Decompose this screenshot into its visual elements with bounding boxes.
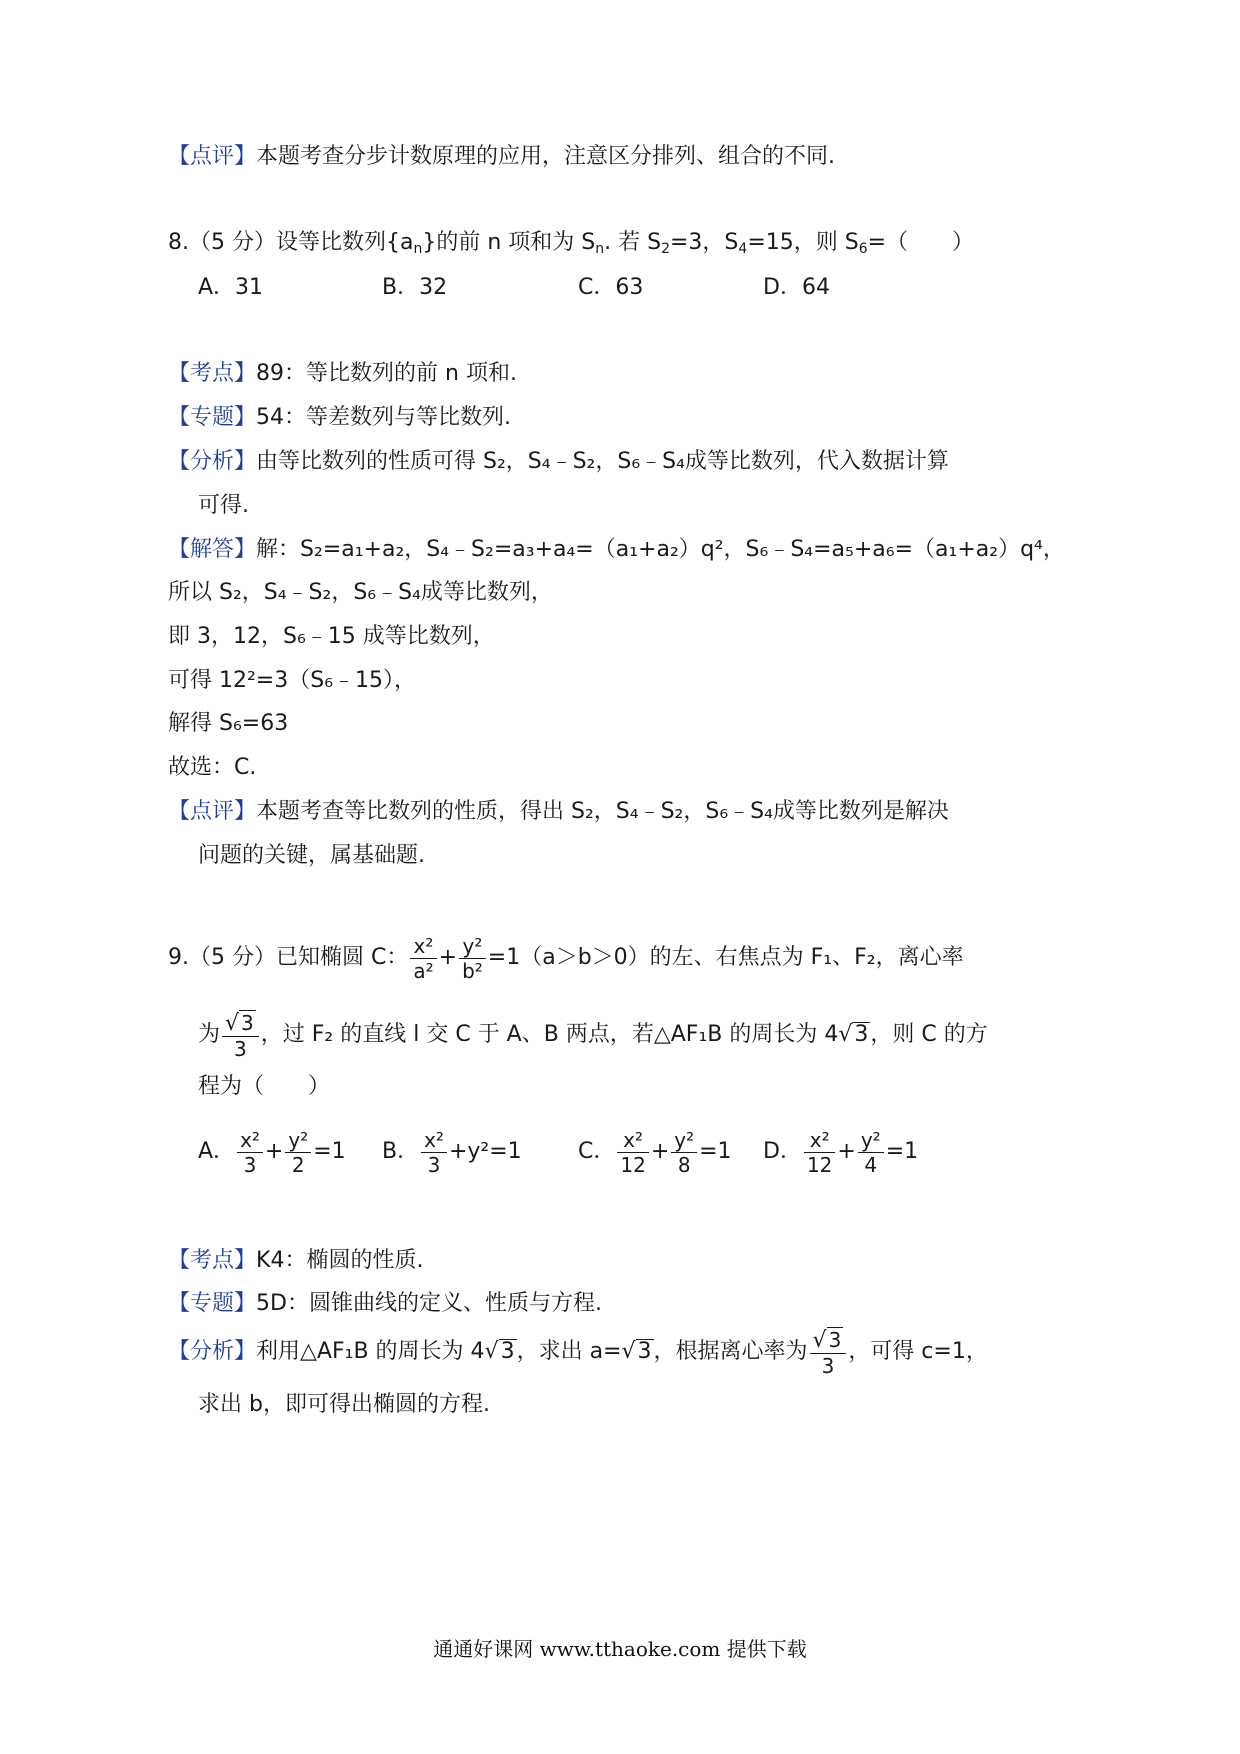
q8-solution-2: 所以 S₂，S₄﹣S₂，S₆﹣S₄成等比数列，: [168, 580, 553, 605]
q9-topic-text: K4：椭圆的性质.: [256, 1248, 424, 1273]
topic-tag: 【考点】: [168, 361, 257, 386]
footer-source: 通通好课网 www.tthaoke.com 提供下载: [433, 1637, 807, 1661]
q8-special-line: [168, 403, 511, 433]
analysis-tag: 【分析】: [168, 1339, 257, 1364]
special-tag: 【专题】: [168, 1291, 257, 1316]
q9-option-c: C． $\frac{\text{x²}}{12}$ + $\frac{\text{y²}}{8}$ =1: [578, 1127, 732, 1177]
frac-sqrt3-over-3: $\frac{√ 3}{3}$: [222, 1010, 259, 1061]
q8-analysis-cont: 可得.: [198, 493, 249, 518]
q8-solution-line: [168, 535, 1065, 565]
q9-stem-line2: 为 $\frac{√ 3}{3}$ ，过 F₂ 的直线 l 交 C 于 A、B 两点，若△AF₁B 的周长为 4√3，则 C 的方: [198, 1010, 988, 1061]
prev-review-line: [168, 142, 835, 172]
q8-review-cont: 问题的关键，属基础题.: [198, 843, 425, 868]
q9-topic-line: [168, 1246, 423, 1276]
q9-option-d: D． $\frac{\text{x²}}{12}$ + $\frac{\text{y²}}{4}$ =1: [763, 1127, 919, 1177]
q8-option-c: C．63: [578, 275, 644, 300]
review-tag: 【点评】: [168, 799, 257, 824]
q8-option-b: B．32: [382, 275, 448, 300]
q9-analysis-line: 【分析】利用△AF₁B 的周长为 4√3，求出 a=√3，根据离心率为 $\frac{√ 3}{3}$ ，可得 c=1，: [168, 1327, 988, 1378]
q8-option-a: A．31: [198, 275, 264, 300]
prev-review-text: 本题考查分步计数原理的应用，注意区分排列、组合的不同.: [256, 144, 836, 169]
q8-review-line: [168, 797, 949, 827]
q8-stem: 8.（5 分）设等比数列$\{a_n\}$的前 n 项和为 $S_n$. 若 $S_2=3$，$S_4=15$，则 $S_6=$（ ）: [168, 230, 975, 257]
solution-tag: 【解答】: [168, 537, 257, 562]
special-tag: 【专题】: [168, 405, 257, 430]
frac-x2-a2: $\frac{\text{x²}}{\text{a²}}$: [410, 934, 436, 983]
review-tag: 【点评】: [168, 144, 257, 169]
q8-solution-6: 故选：C.: [168, 755, 257, 780]
q8-special-text: 54：等差数列与等比数列.: [256, 405, 512, 430]
q9-analysis-cont: 求出 b，即可得出椭圆的方程.: [198, 1392, 490, 1417]
q9-option-a: A． $\frac{\text{x²}}{3}$ + $\frac{\text{y²}}{2}$ =1: [198, 1127, 346, 1177]
topic-tag: 【考点】: [168, 1248, 257, 1273]
q9-special-line: [168, 1289, 602, 1319]
q9-stem-line3: 程为（ ）: [198, 1074, 331, 1099]
q9-option-b: B． $\frac{\text{x²}}{3}$ +y²=1: [382, 1127, 522, 1177]
q8-analysis-line: [168, 447, 949, 477]
q8-solution-4: 可得 12²=3（S₆﹣15），: [168, 668, 417, 693]
q8-solution-3: 即 3，12，S₆﹣15 成等比数列，: [168, 624, 495, 649]
q9-stem: 9.（5 分）已知椭圆 C： $\frac{\text{x²}}{\text{a²}}$ + $\frac{\text{y²}}{\text{b²}}$ =1（a＞b＞0）的左、右焦点为 F₁、F₂，离心率: [168, 933, 964, 983]
q8-solution-5: 解得 S₆=63: [168, 711, 289, 736]
q8-solution-1: 解：S₂=a₁+a₂，S₄﹣S₂=a₃+a₄=（a₁+a₂）q²，S₆﹣S₄=a₅+a₆=（a₁+a₂）q⁴，: [256, 537, 1065, 562]
q8-option-d: D．64: [763, 275, 830, 300]
q8-analysis-text: 由等比数列的性质可得 S₂，S₄﹣S₂，S₆﹣S₄成等比数列，代入数据计算: [256, 449, 949, 474]
q9-special-text: 5D：圆锥曲线的定义、性质与方程.: [256, 1291, 602, 1316]
analysis-tag: 【分析】: [168, 449, 257, 474]
q8-review-text: 本题考查等比数列的性质，得出 S₂，S₄﹣S₂，S₆﹣S₄成等比数列是解决: [256, 799, 949, 824]
frac-y2-b2: $\frac{\text{y²}}{\text{b²}}$: [459, 934, 486, 983]
q8-topic-line: [168, 359, 517, 389]
q8-topic-text: 89：等比数列的前 n 项和.: [256, 361, 517, 386]
